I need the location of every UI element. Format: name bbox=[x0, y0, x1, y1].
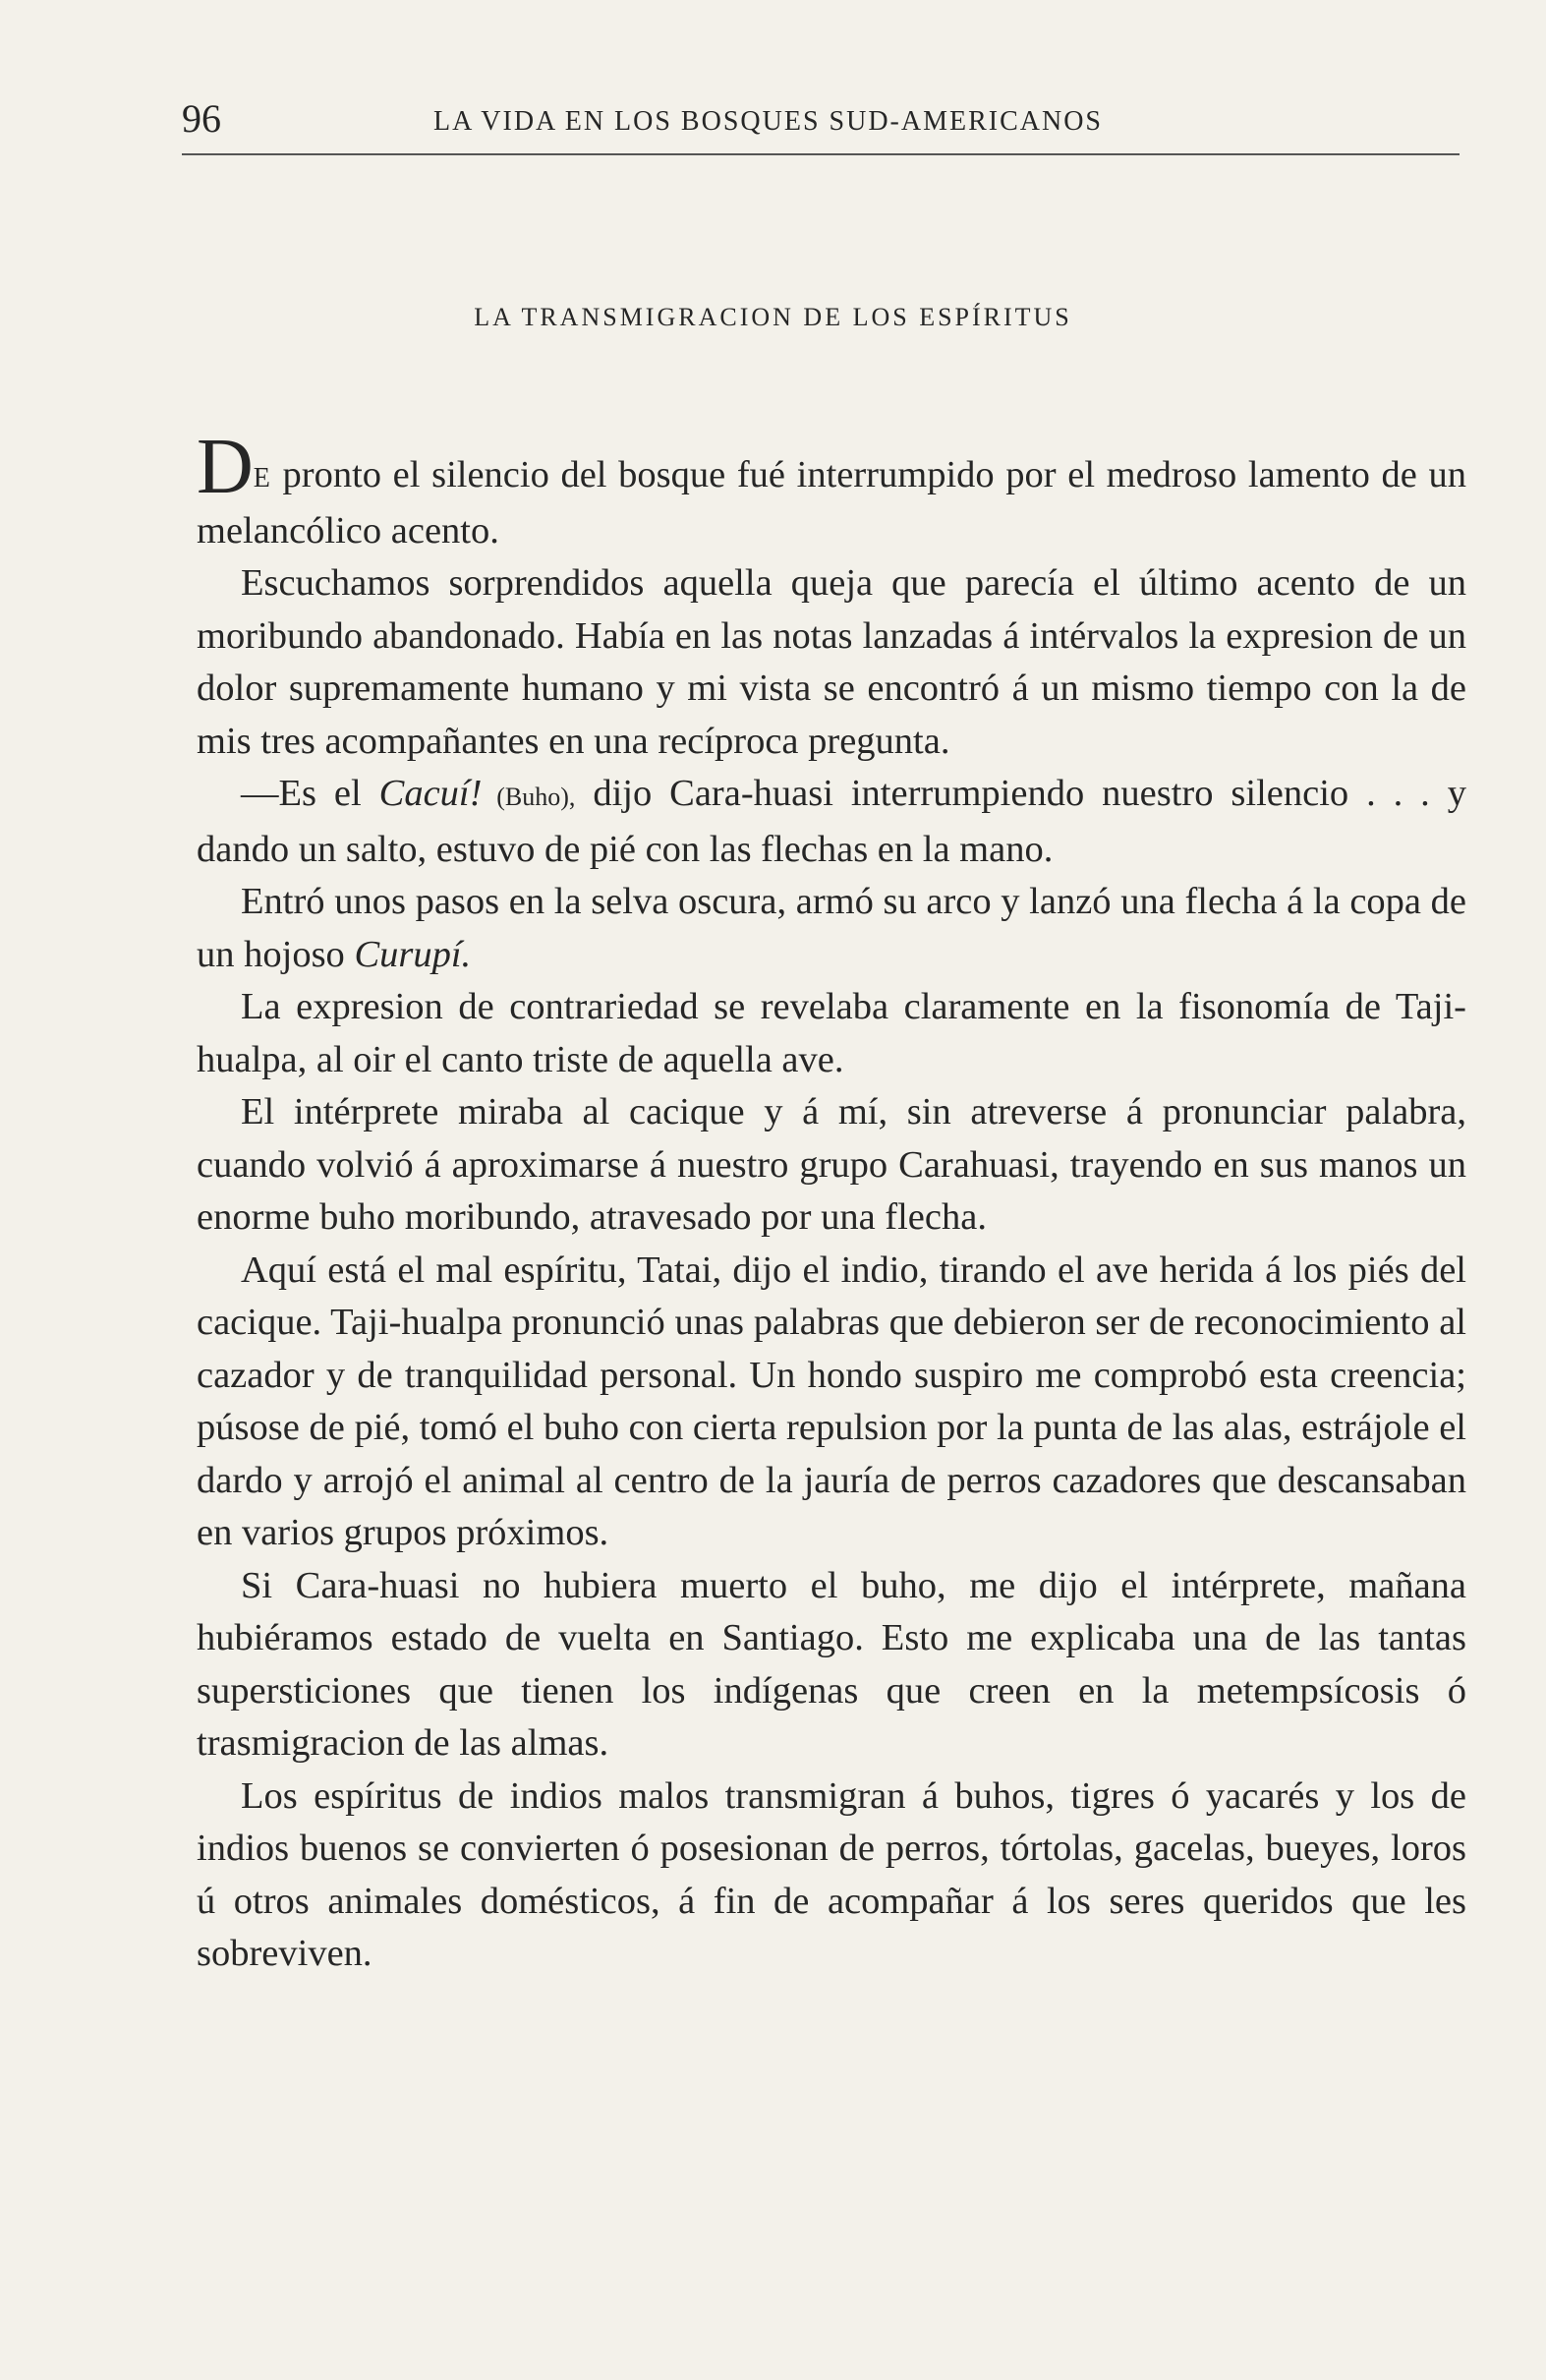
running-head: LA VIDA EN LOS BOSQUES SUD-AMERICANOS bbox=[433, 106, 1103, 137]
paragraph-3-before: —Es el bbox=[241, 773, 379, 814]
paragraph-8: Si Cara-huasi no hubiera muerto el buho, me dijo el intérprete, mañana hubiéramos estado de vuelta en Santiago. Esto me explicaba una de las tantas supersticiones que tienen los indígenas que creen en la metempsícosis ó trasmigracion de las almas. bbox=[197, 1564, 1466, 1764]
paragraph-3-italic: Cacuí! bbox=[378, 773, 483, 814]
paragraph-4-before: Entró unos pasos en la selva oscura, armó su arco y lanzó una flecha á la copa de un hojoso bbox=[197, 881, 1466, 975]
paragraph-6: El intérprete miraba al cacique y á mí, sin atreverse á pronunciar palabra, cuando volvió á aproximarse á nuestro grupo Carahuasi, trayendo en sus manos un enorme buho moribundo, atravesado por una flecha. bbox=[197, 1091, 1466, 1238]
page-header bbox=[182, 94, 1460, 155]
paragraph-7: Aquí está el mal espíritu, Tatai, dijo el indio, tirando el ave herida á los piés del cacique. Taji-hualpa pronunció unas palabras que debieron ser de reconocimiento al cazador y de tranquilidad personal. Un hondo suspiro me comprobó esta creencia; púsose de pié, tomó el buho con cierta repulsion por la punta de las alas, estrájole el dardo y arrojó el animal al centro de la jauría de perros cazadores que descansaban en varios grupos próximos. bbox=[197, 1248, 1466, 1553]
paragraph-4-italic: Curupí. bbox=[354, 933, 472, 975]
drop-cap: D bbox=[197, 424, 254, 510]
body-text bbox=[197, 424, 1466, 1981]
paragraph-9: Los espíritus de indios malos transmigran á buhos, tigres ó yacarés y los de indios buenos se convierten ó posesionan de perros, tórtolas, gacelas, bueyes, loros ú otros animales domésticos, á fin de acompañar á los seres queridos que les sobreviven. bbox=[197, 1774, 1466, 1974]
paragraph-4 bbox=[197, 876, 1466, 981]
paragraph-1-text: pronto el silencio del bosque fué interrumpido por el medroso lamento de un melancólico acento. bbox=[197, 454, 1466, 551]
paragraph-2: Escuchamos sorprendidos aquella queja que parecía el último acento de un moribundo abandonado. Había en las notas lanzadas á intérvalos la expresion de un dolor supremamente humano y mi vista se encontró á un mismo tiempo con la de mis tres acompañantes en una recíproca pregunta. bbox=[197, 562, 1466, 762]
drop-cap-rest: E bbox=[253, 463, 271, 493]
paragraph-3-small: (Buho), bbox=[482, 783, 576, 811]
paragraph-3-after: dijo Cara-huasi interrumpiendo nuestro silencio . . . y dando un salto, estuvo de pié con las flechas en la mano. bbox=[197, 773, 1466, 870]
paragraph-1 bbox=[197, 424, 1466, 557]
paragraph-3 bbox=[197, 768, 1466, 876]
chapter-title: LA TRANSMIGRACION DE LOS ESPÍRITUS bbox=[474, 303, 1072, 331]
paragraph-5: La expresion de contrariedad se revelaba claramente en la fisonomía de Taji-hualpa, al oir el canto triste de aquella ave. bbox=[197, 986, 1466, 1080]
page-number: 96 bbox=[182, 96, 221, 141]
